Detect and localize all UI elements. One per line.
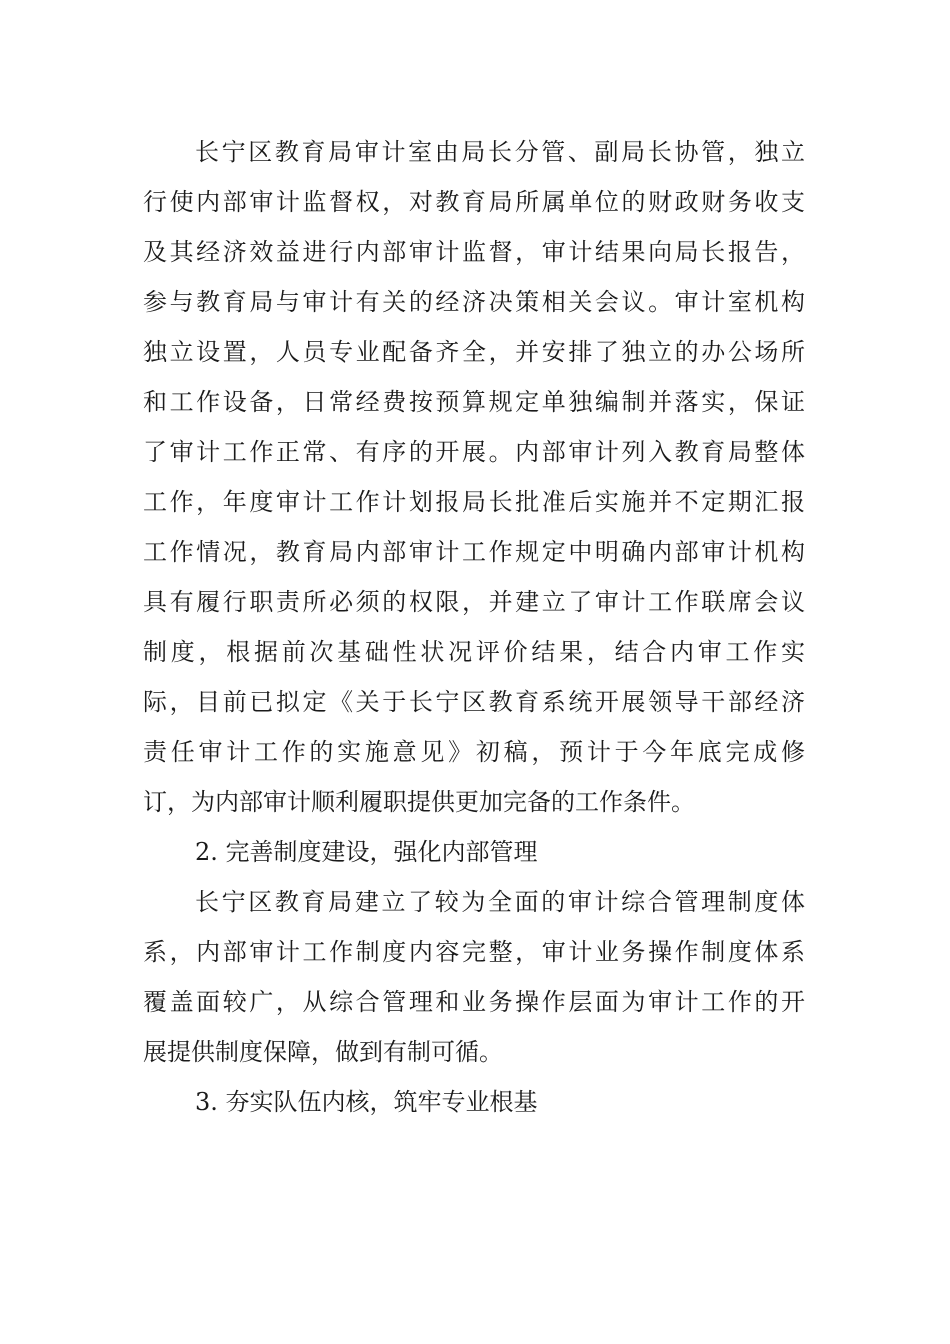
- para2-line: 系，内部审计工作制度内容完整，审计业务操作制度体系: [143, 938, 805, 966]
- section-heading-2: 2. 完善制度建设，强化内部管理: [195, 838, 538, 866]
- para1-line: 际，目前已拟定《关于长宁区教育系统开展领导干部经济: [143, 688, 805, 716]
- para1-line: 工作情况，教育局内部审计工作规定中明确内部审计机构: [143, 538, 805, 566]
- section-heading-3: 3. 夯实队伍内核，筑牢专业根基: [195, 1088, 538, 1116]
- para1-line: 和工作设备，日常经费按预算规定单独编制并落实，保证: [143, 388, 805, 416]
- para1-line: 了审计工作正常、有序的开展。内部审计列入教育局整体: [143, 438, 805, 466]
- para1-line: 行使内部审计监督权，对教育局所属单位的财政财务收支: [143, 188, 805, 216]
- para1-line: 长宁区教育局审计室由局长分管、副局长协管，独立: [195, 138, 805, 166]
- para1-line: 工作，年度审计工作计划报局长批准后实施并不定期汇报: [143, 488, 805, 516]
- para1-line: 具有履行职责所必须的权限，并建立了审计工作联席会议: [143, 588, 805, 616]
- para2-line: 长宁区教育局建立了较为全面的审计综合管理制度体: [195, 888, 805, 916]
- para1-line: 及其经济效益进行内部审计监督，审计结果向局长报告，: [143, 238, 805, 266]
- para1-line: 责任审计工作的实施意见》初稿，预计于今年底完成修: [143, 738, 805, 766]
- para1-line: 参与教育局与审计有关的经济决策相关会议。审计室机构: [143, 288, 805, 316]
- para1-line: 制度，根据前次基础性状况评价结果，结合内审工作实: [143, 638, 805, 666]
- para2-line: 覆盖面较广，从综合管理和业务操作层面为审计工作的开: [143, 988, 805, 1016]
- para2-line: 展提供制度保障，做到有制可循。: [143, 1038, 503, 1066]
- para1-line: 独立设置，人员专业配备齐全，并安排了独立的办公场所: [143, 338, 805, 366]
- para1-line: 订，为内部审计顺利履职提供更加完备的工作条件。: [143, 788, 695, 816]
